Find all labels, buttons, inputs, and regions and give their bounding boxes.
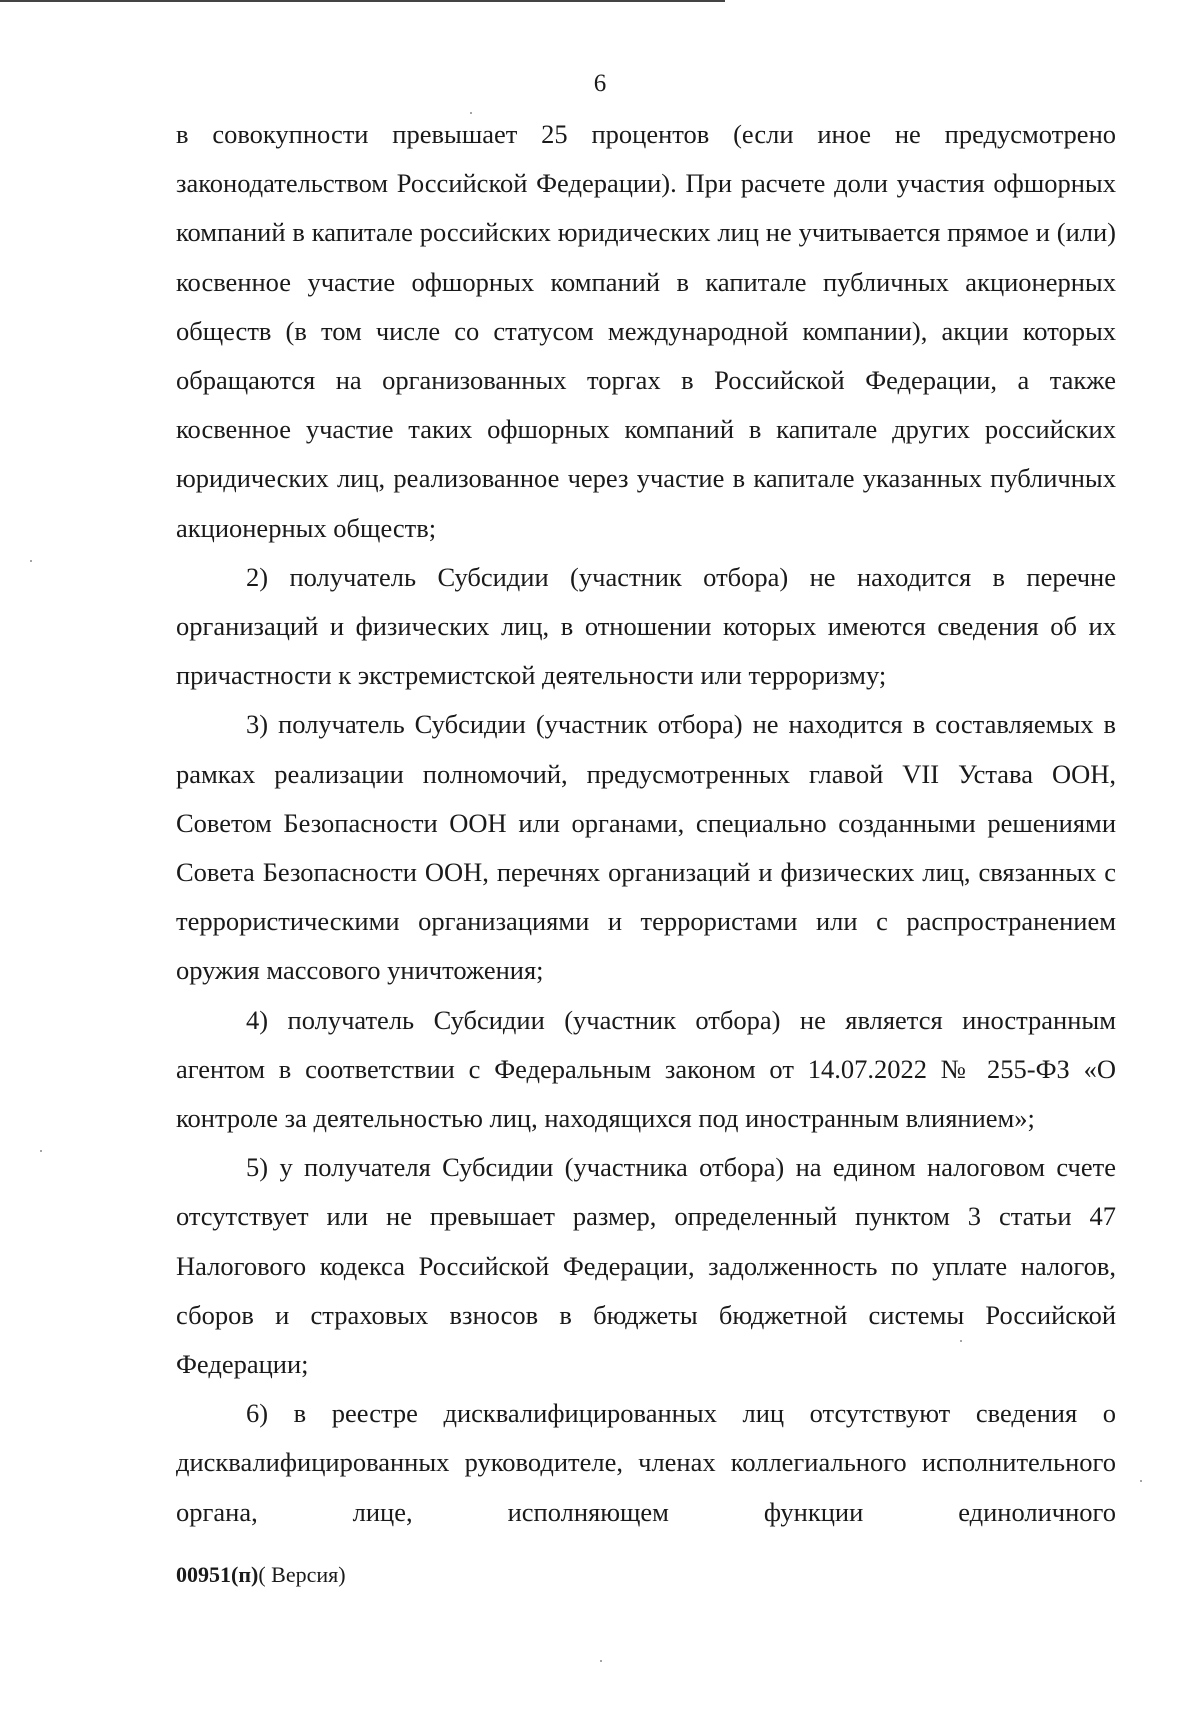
scan-speck	[40, 1150, 42, 1152]
page-number: 6	[593, 70, 607, 97]
scan-edge-line	[0, 0, 725, 2]
paragraph-continuation: в совокупности превышает 25 процентов (если иное не предусмотрено законодательством Российской Федерации). При расчете доли участия офшорных компаний в капитале российских юридических лиц не учитывается прямое и (или) косвенное участие офшорных компаний в капитале публичных акционерных обществ (в том числе со статусом международной компании), акции которых обращаются на организованных торгах в Российской Федерации, а также косвенное участие таких офшорных компаний в капитале других российских юридических лиц, реализованное через участие в капитале указанных публичных акционерных обществ;	[176, 119, 1116, 543]
document-code: 00951(п)	[176, 1562, 259, 1587]
paragraph-item-3: 3) получатель Субсидии (участник отбора) не находится в составляемых в рамках реализации полномочий, предусмотренных главой VII Устава ООН, Советом Безопасности ООН или органами, специально созданными решениями Совета Безопасности ООН, перечнях организаций и физических лиц, связанных с террористическими организациями и террористами или с распространением оружия массового уничтожения;	[176, 709, 1116, 986]
document-body	[176, 110, 1116, 1537]
paragraph-item-5: 5) у получателя Субсидии (участника отбора) на едином налоговом счете отсутствует или не превышает размер, определенный пунктом 3 статьи 47 Налогового кодекса Российской Федерации, задолженность по уплате налогов, сборов и страховых взносов в бюджеты бюджетной системы Российской Федерации;	[176, 1152, 1116, 1380]
paragraph-item-6: 6) в реестре дисквалифицированных лиц отсутствуют сведения о дисквалифицированных руководителе, членах коллегиального исполнительного органа, лице, исполняющем функции единоличного	[176, 1398, 1116, 1527]
document-footer	[176, 1562, 346, 1588]
scan-speck	[470, 112, 472, 114]
paragraph-item-4: 4) получатель Субсидии (участник отбора) не является иностранным агентом в соответствии с Федеральным законом от 14.07.2022 № 255-ФЗ «О контроле за деятельностью лиц, находящихся под иностранным влиянием»;	[176, 1004, 1116, 1134]
scan-speck	[1140, 1480, 1142, 1482]
scan-speck	[600, 1660, 602, 1662]
document-version: ( Версия)	[258, 1562, 346, 1587]
paragraph-item-2: 2) получатель Субсидии (участник отбора) не находится в перечне организаций и физических лиц, в отношении которых имеются сведения об их причастности к экстремистской деятельности или терроризму;	[176, 561, 1116, 691]
scan-speck	[960, 1340, 962, 1342]
scan-speck	[30, 560, 32, 562]
